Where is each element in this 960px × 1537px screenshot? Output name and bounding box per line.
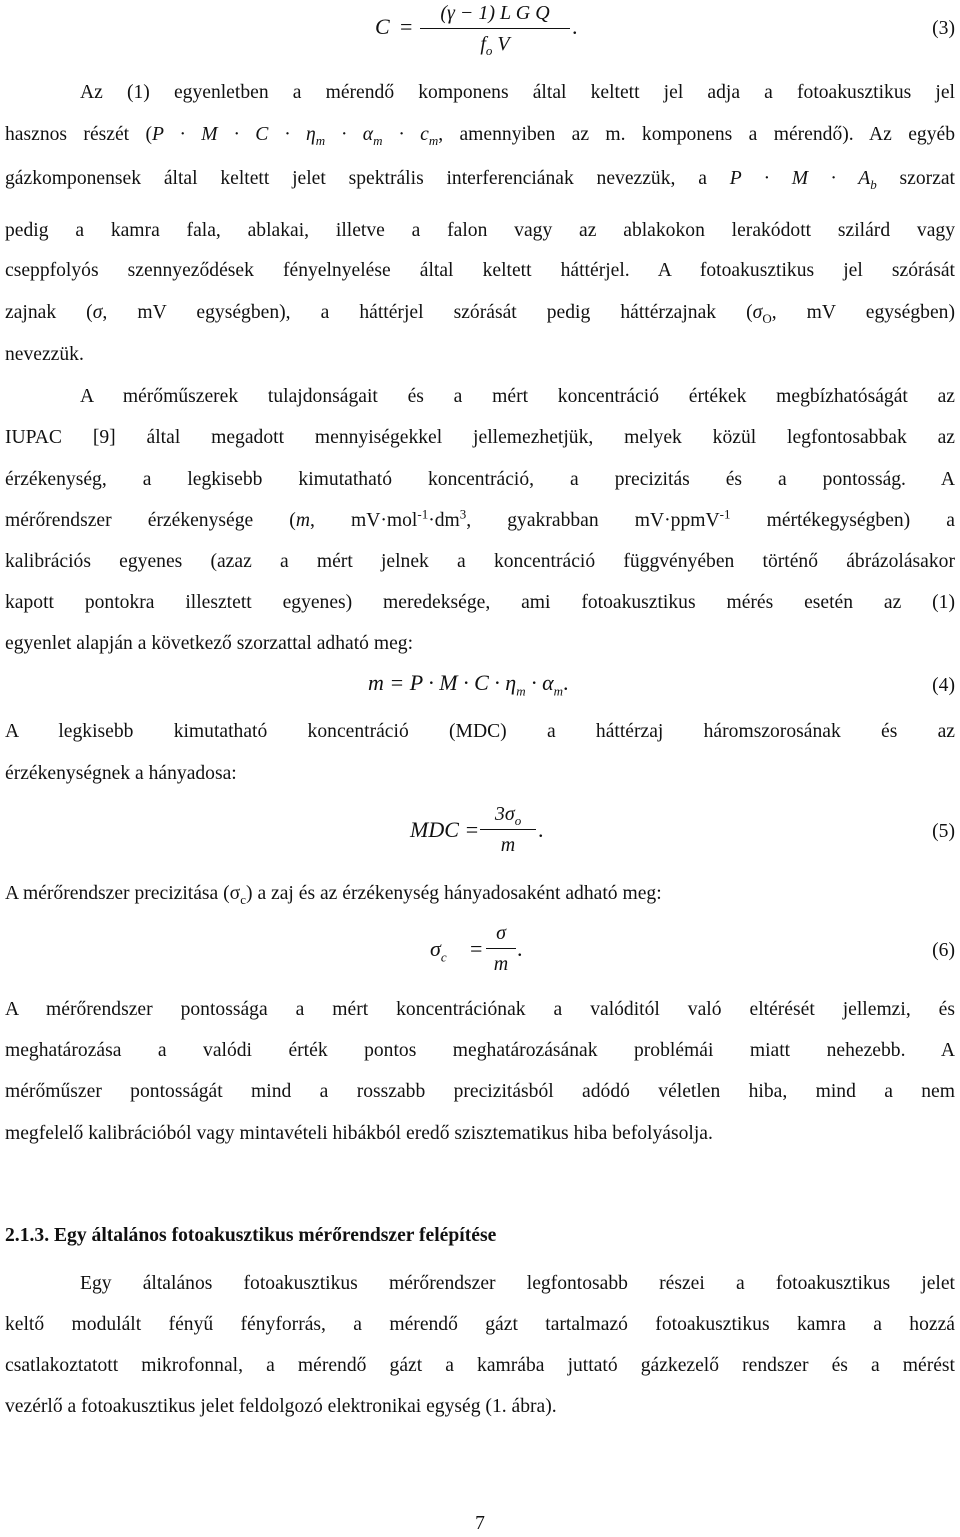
eq3-numerator: (γ − 1) L G Q bbox=[440, 2, 550, 24]
eq3-equals: = bbox=[400, 14, 413, 39]
eq5-fraction bbox=[480, 801, 536, 858]
eq3-number: (3) bbox=[932, 18, 955, 39]
p1-line-7: nevezzük. bbox=[5, 344, 84, 365]
p1-line-2: hasznos részét ($P \cdot M \cdot C \cdot \eta_m \cdot \alpha_m \cdot c_m$, amennyiben az m. komponens a mérendő). Az egyéb bbox=[5, 124, 955, 148]
p2-line-7: egyenlet alapján a következő szorzattal adható meg: bbox=[5, 633, 414, 654]
eq3-lhs: C bbox=[375, 14, 390, 39]
p3-line-2: érzékenységnek a hányadosa: bbox=[5, 763, 237, 784]
eq6-dot: . bbox=[517, 936, 523, 961]
p6-line-1: Egy általános fotoakusztikus mérőrendszer legfontosabb részei a fotoakusztikus jelet bbox=[80, 1273, 955, 1294]
p5-line-2: meghatározása a valódi érték pontos meghatározásának problémái miatt nehezebb. A bbox=[5, 1040, 955, 1061]
p2-line-5: kalibrációs egyenes (azaz a mért jelnek a koncentráció függvényében történő ábrázolásakor bbox=[5, 551, 955, 572]
p1-line-5: cseppfolyós szennyeződések fényelnyelése által keltett háttérjel. A fotoakusztikus jel szórását bbox=[5, 260, 955, 281]
eq4-number: (4) bbox=[932, 675, 955, 696]
p1-line-1: Az (1) egyenletben a mérendő komponens által keltett jel adja a fotoakusztikus jel bbox=[80, 82, 955, 103]
p4-line-1: A mérőrendszer precizitása $(\sigma_c)$ a zaj és az érzékenység hányadosaként adható meg: bbox=[5, 883, 662, 907]
p6-line-4: vezérlő a fotoakusztikus jelet feldolgozó elektronikai egység (1. ábra). bbox=[5, 1396, 557, 1417]
p6-line-3: csatlakoztatott mikrofonnal, a mérendő gázt a kamrába juttató gázkezelő rendszer és a mérést bbox=[5, 1355, 955, 1376]
eq5-numerator: $3\sigma_o$ bbox=[494, 803, 522, 828]
p3-line-1: A legkisebb kimutatható koncentráció (MDC) a háttérzaj háromszorosának és az bbox=[5, 721, 955, 742]
page-number: 7 bbox=[475, 1513, 485, 1534]
p2-line-4: mérőrendszer érzékenysége (m, $mV\cdot mol^{-1}\cdot dm^3$, gyakrabban mV·ppmV$^{-1}$ mértékegységben) a bbox=[5, 506, 955, 531]
p2-line-6: kapott pontokra illesztett egyenes) meredeksége, ami fotoakusztikus mérés esetén az (1) bbox=[5, 592, 955, 613]
eq5-lhs: MDC = bbox=[410, 817, 480, 842]
eq6-number: (6) bbox=[932, 940, 955, 961]
p2-line-1: A mérőműszerek tulajdonságait és a mért koncentráció értékek megbízhatóságát az bbox=[80, 386, 955, 407]
eq6-denominator: m bbox=[493, 953, 509, 975]
p1-line-3: gázkomponensek által keltett jelet spektrális interferenciának nevezzük, a $P \cdot M \cdot A_b$ szorzat bbox=[5, 168, 955, 192]
eq4-expression: $m = P \cdot M \cdot C \cdot \eta_m \cdot \alpha_m$. bbox=[368, 670, 569, 699]
eq3-fraction bbox=[420, 0, 570, 57]
p5-line-4: megfelelő kalibrációból vagy mintavételi hibákból eredő szisztematikus hiba befolyásolja. bbox=[5, 1123, 713, 1144]
p6-line-2: keltő modulált fényű fényforrás, a mérendő gázt tartalmazó fotoakusztikus kamra a hozzá bbox=[5, 1314, 955, 1335]
eq6-fraction bbox=[486, 920, 516, 977]
eq6-numerator: σ bbox=[496, 922, 506, 944]
eq6-lhs: $\sigma_c$ bbox=[430, 936, 447, 965]
eq5-denominator: m bbox=[500, 834, 516, 856]
p5-line-1: A mérőrendszer pontossága a mért koncentrációnak a valóditól való eltérését jellemzi, és bbox=[5, 999, 955, 1020]
p1-line-4: pedig a kamra fala, ablakai, illetve a falon vagy az ablakokon lerakódott szilárd vagy bbox=[5, 220, 955, 241]
eq3-dot: . bbox=[572, 14, 578, 39]
eq3-denominator: $f_o$ V bbox=[480, 33, 510, 58]
eq5-dot: . bbox=[538, 817, 544, 842]
section-heading: 2.1.3. Egy általános fotoakusztikus mérőrendszer felépítése bbox=[5, 1225, 497, 1246]
p5-line-3: mérőműszer pontosságát mind a rosszabb precizitásból adódó véletlen hiba, mind a nem bbox=[5, 1081, 955, 1102]
eq6-equals: = bbox=[470, 936, 483, 961]
p2-line-2: IUPAC [9] által megadott mennyiségekkel jellemezhetjük, melyek közül legfontosabbak az bbox=[5, 427, 955, 448]
eq6-fraction-bar bbox=[486, 948, 516, 949]
p2-line-3: érzékenység, a legkisebb kimutatható koncentráció, a precizitás és a pontosság. A bbox=[5, 469, 955, 490]
eq5-number: (5) bbox=[932, 821, 955, 842]
eq3-fraction-bar bbox=[420, 28, 570, 29]
eq5-fraction-bar bbox=[480, 829, 536, 830]
p1-line-6: zajnak (σ, mV egységben), a háttérjel szórását pedig háttérzajnak ($\sigma_O$, mV egységben) bbox=[5, 302, 955, 326]
